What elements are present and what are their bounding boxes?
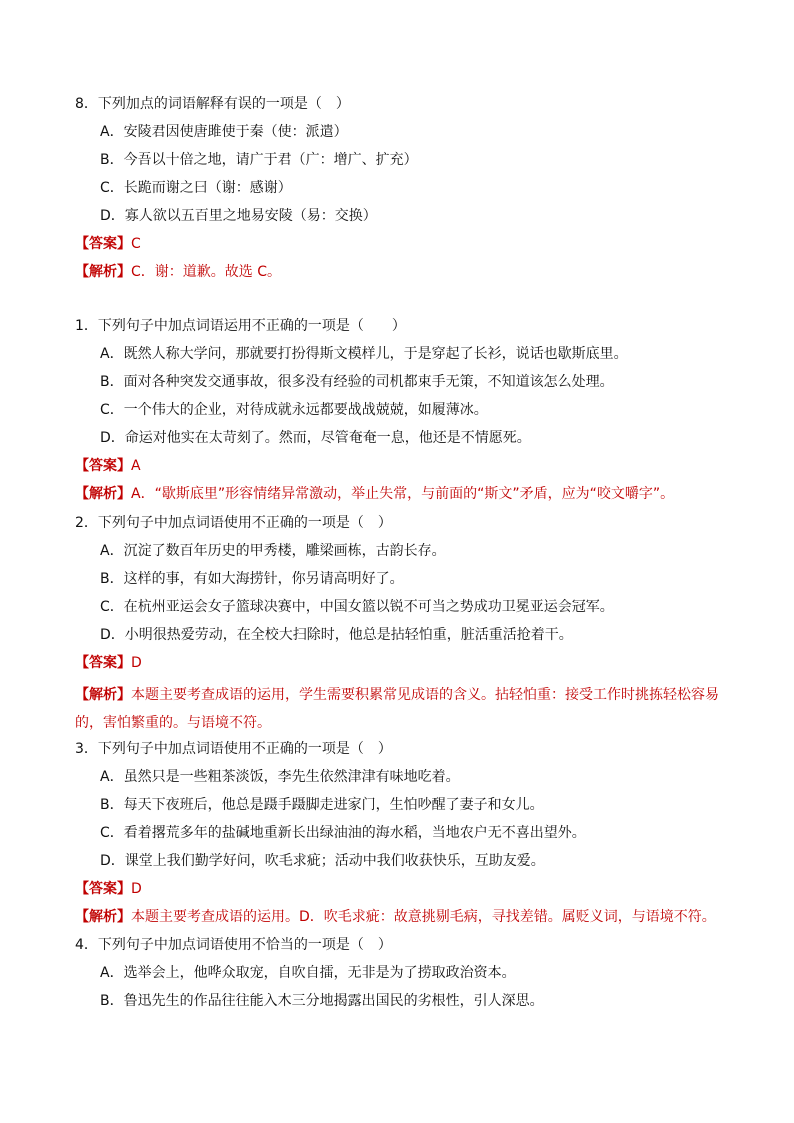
analysis-text: 本题主要考查成语的运用。D．吹毛求疵：故意挑剔毛病，寻找差错。属贬义词，与语境不符。 (131, 909, 716, 925)
answer-value: D (131, 881, 142, 897)
question-3-option-a: A．虽然只是一些粗茶淡饭，李先生依然津津有味地吃着。 (100, 769, 460, 785)
question-2-stem: 2．下列句子中加点词语使用不正确的一项是（ ） (75, 515, 392, 531)
question-8-option-c: C．长跪而谢之曰（谢：感谢） (100, 180, 292, 196)
question-3-answer (75, 879, 735, 899)
question-4-stem: 4．下列句子中加点词语使用不恰当的一项是（ ） (75, 937, 392, 953)
question-3-option-c: C．看着撂荒多年的盐碱地重新长出绿油油的海水稻，当地农户无不喜出望外。 (100, 825, 586, 841)
analysis-tag: 【解析】 (75, 264, 131, 280)
analysis-text: C．谢：道歉。故选 C。 (131, 264, 282, 280)
analysis-text: A．“歇斯底里”形容情绪异常激动，举止失常，与前面的“斯文”矛盾，应为“咬文嚼字”。 (131, 486, 675, 502)
question-8-answer (75, 234, 735, 254)
question-3-analysis (75, 907, 735, 927)
question-1-option-b: B．面对各种突发交通事故，很多没有经验的司机都束手无策，不知道该怎么处理。 (100, 374, 614, 390)
question-4-option-a: A．选举会上，他哗众取宠，自吹自擂，无非是为了捞取政治资本。 (100, 965, 516, 981)
question-1-option-c: C．一个伟大的企业，对待成就永远都要战战兢兢，如履薄冰。 (100, 402, 488, 418)
question-2-option-d: D．小明很热爱劳动，在全校大扫除时，他总是拈轻怕重，脏活重活抢着干。 (100, 627, 573, 643)
question-8-analysis (75, 262, 735, 282)
question-1-option-a: A．既然人称大学问，那就要打扮得斯文模样儿，于是穿起了长衫，说话也歇斯底里。 (100, 346, 628, 362)
analysis-text: 本题主要考查成语的运用，学生需要积累常见成语的含义。拈轻怕重：接受工作时挑拣轻松容易的，害怕繁重的。与语境不符。 (75, 687, 719, 731)
answer-value: C (131, 236, 141, 252)
analysis-tag: 【解析】 (75, 909, 131, 925)
question-3-stem: 3．下列句子中加点词语使用不正确的一项是（ ） (75, 741, 392, 757)
question-1-answer (75, 456, 735, 476)
answer-value: D (131, 655, 142, 671)
question-1-option-d: D．命运对他实在太苛刻了。然而，尽管奄奄一息，他还是不情愿死。 (100, 430, 531, 446)
question-2-option-b: B．这样的事，有如大海捞针，你另请高明好了。 (100, 571, 404, 587)
question-1-stem: 1．下列句子中加点词语运用不正确的一项是（ ） (75, 318, 406, 334)
answer-tag: 【答案】 (75, 655, 131, 671)
answer-value: A (131, 458, 141, 474)
question-1-analysis (75, 484, 735, 504)
question-8-option-b: B．今吾以十倍之地，请广于君（广：增广、扩充） (100, 152, 418, 168)
question-8-option-d: D．寡人欲以五百里之地易安陵（易：交换） (100, 208, 377, 224)
question-8-stem: 8．下列加点的词语解释有误的一项是（ ） (75, 96, 350, 112)
question-4-option-b: B．鲁迅先生的作品往往能入木三分地揭露出国民的劣根性，引人深思。 (100, 993, 544, 1009)
question-8-option-a: A．安陵君因使唐雎使于秦（使：派遣） (100, 124, 348, 140)
question-2-answer (75, 653, 735, 673)
question-2-analysis (75, 681, 735, 737)
analysis-tag: 【解析】 (75, 486, 131, 502)
answer-tag: 【答案】 (75, 458, 131, 474)
question-2-option-c: C．在杭州亚运会女子篮球决赛中，中国女篮以锐不可当之势成功卫冕亚运会冠军。 (100, 599, 614, 615)
question-2-option-a: A．沉淀了数百年历史的甲秀楼，雕梁画栋，古韵长存。 (100, 543, 446, 559)
question-3-option-b: B．每天下夜班后，他总是蹑手蹑脚走进家门，生怕吵醒了妻子和女儿。 (100, 797, 544, 813)
answer-tag: 【答案】 (75, 881, 131, 897)
answer-tag: 【答案】 (75, 236, 131, 252)
question-3-option-d: D．课堂上我们勤学好问，吹毛求疵；活动中我们收获快乐，互助友爱。 (100, 853, 545, 869)
analysis-tag: 【解析】 (75, 687, 131, 703)
